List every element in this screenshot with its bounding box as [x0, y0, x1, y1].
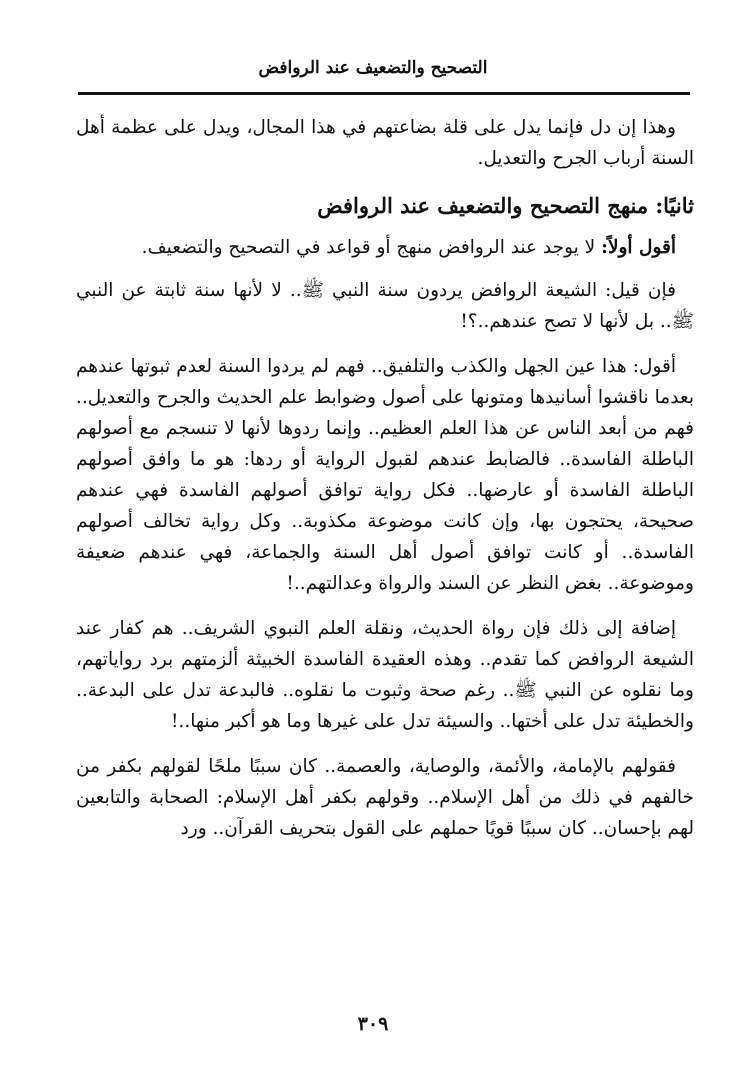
- paragraph-1: وهذا إن دل فإنما يدل على قلة بضاعتهم في هذا المجال، ويدل على عظمة أهل السنة أرباب الجرح والتعديل.: [76, 117, 694, 169]
- paragraph-2-text: لا يوجد عند الروافض منهج أو قواعد في التصحيح والتضعيف.: [141, 237, 602, 258]
- paragraph-2-lead: أقول أولاً:: [601, 237, 676, 258]
- page-number: ٣٠٩: [357, 1013, 389, 1035]
- page-body: [76, 112, 694, 858]
- running-header: التصحيح والتضعيف عند الروافض: [258, 58, 488, 78]
- paragraph-4: أقول: هذا عين الجهل والكذب والتلفيق.. فهم لم يردوا السنة لعدم ثبوتها عندهم بعدما ناقشوا أسانيدها ومتونها على أصول وضوابط علم الحديث والجرح والتعديل.. فهم من أبعد الناس عن هذا العلم العظيم.. وإنما ردوها لأنها لا تنسجم مع أصولهم الباطلة الفاسدة.. فالضابط عندهم لقبول الرواية أو ردها: هو ما وافق أصولهم الباطلة الفاسدة أو عارضها.. فكل رواية توافق أصولهم الفاسدة فهي عندهم صحيحة، يحتجون بها، وإن كانت موضوعة مكذوبة.. وكل رواية تخالف أصولهم الفاسدة.. أو كانت توافق أصول أهل السنة والجماعة، فهي عندهم ضعيفة وموضوعة.. بغض النظر عن السند والرواة وعدالتهم..!: [76, 356, 694, 594]
- paragraph-3: فإن قيل: الشيعة الروافض يردون سنة النبي ﷺ.. لا لأنها سنة ثابتة عن النبي ﷺ.. بل لأنها لا تصح عندهم..؟!: [76, 280, 694, 332]
- paragraph-5: إضافة إلى ذلك فإن رواة الحديث، ونقلة العلم النبوي الشريف.. هم كفار عند الشيعة الروافض كما تقدم.. وهذه العقيدة الفاسدة الخبيثة ألزمتهم برد رواياتهم، وما نقلوه عن النبي ﷺ.. رغم صحة وثبوت ما نقلوه.. فالبدعة تدل على البدعة.. والخطيئة تدل على أختها.. والسيئة تدل على غيرها وما هو أكبر منها..!: [76, 618, 694, 732]
- header-divider: [78, 92, 690, 95]
- section-heading: ثانيًا: منهج التصحيح والتضعيف عند الروافض: [317, 193, 694, 218]
- paragraph-6: فقولهم بالإمامة، والأئمة، والوصاية، والعصمة.. كان سببًا ملحًا لقولهم بكفر من خالفهم في ذلك من أهل الإسلام.. وقولهم بكفر أهل الإسلام: الصحابة والتابعين لهم بإحسان.. كان سببًا قويًا حملهم على القول بتحريف القرآن.. ورد: [76, 756, 694, 839]
- paragraph-2: [76, 232, 694, 263]
